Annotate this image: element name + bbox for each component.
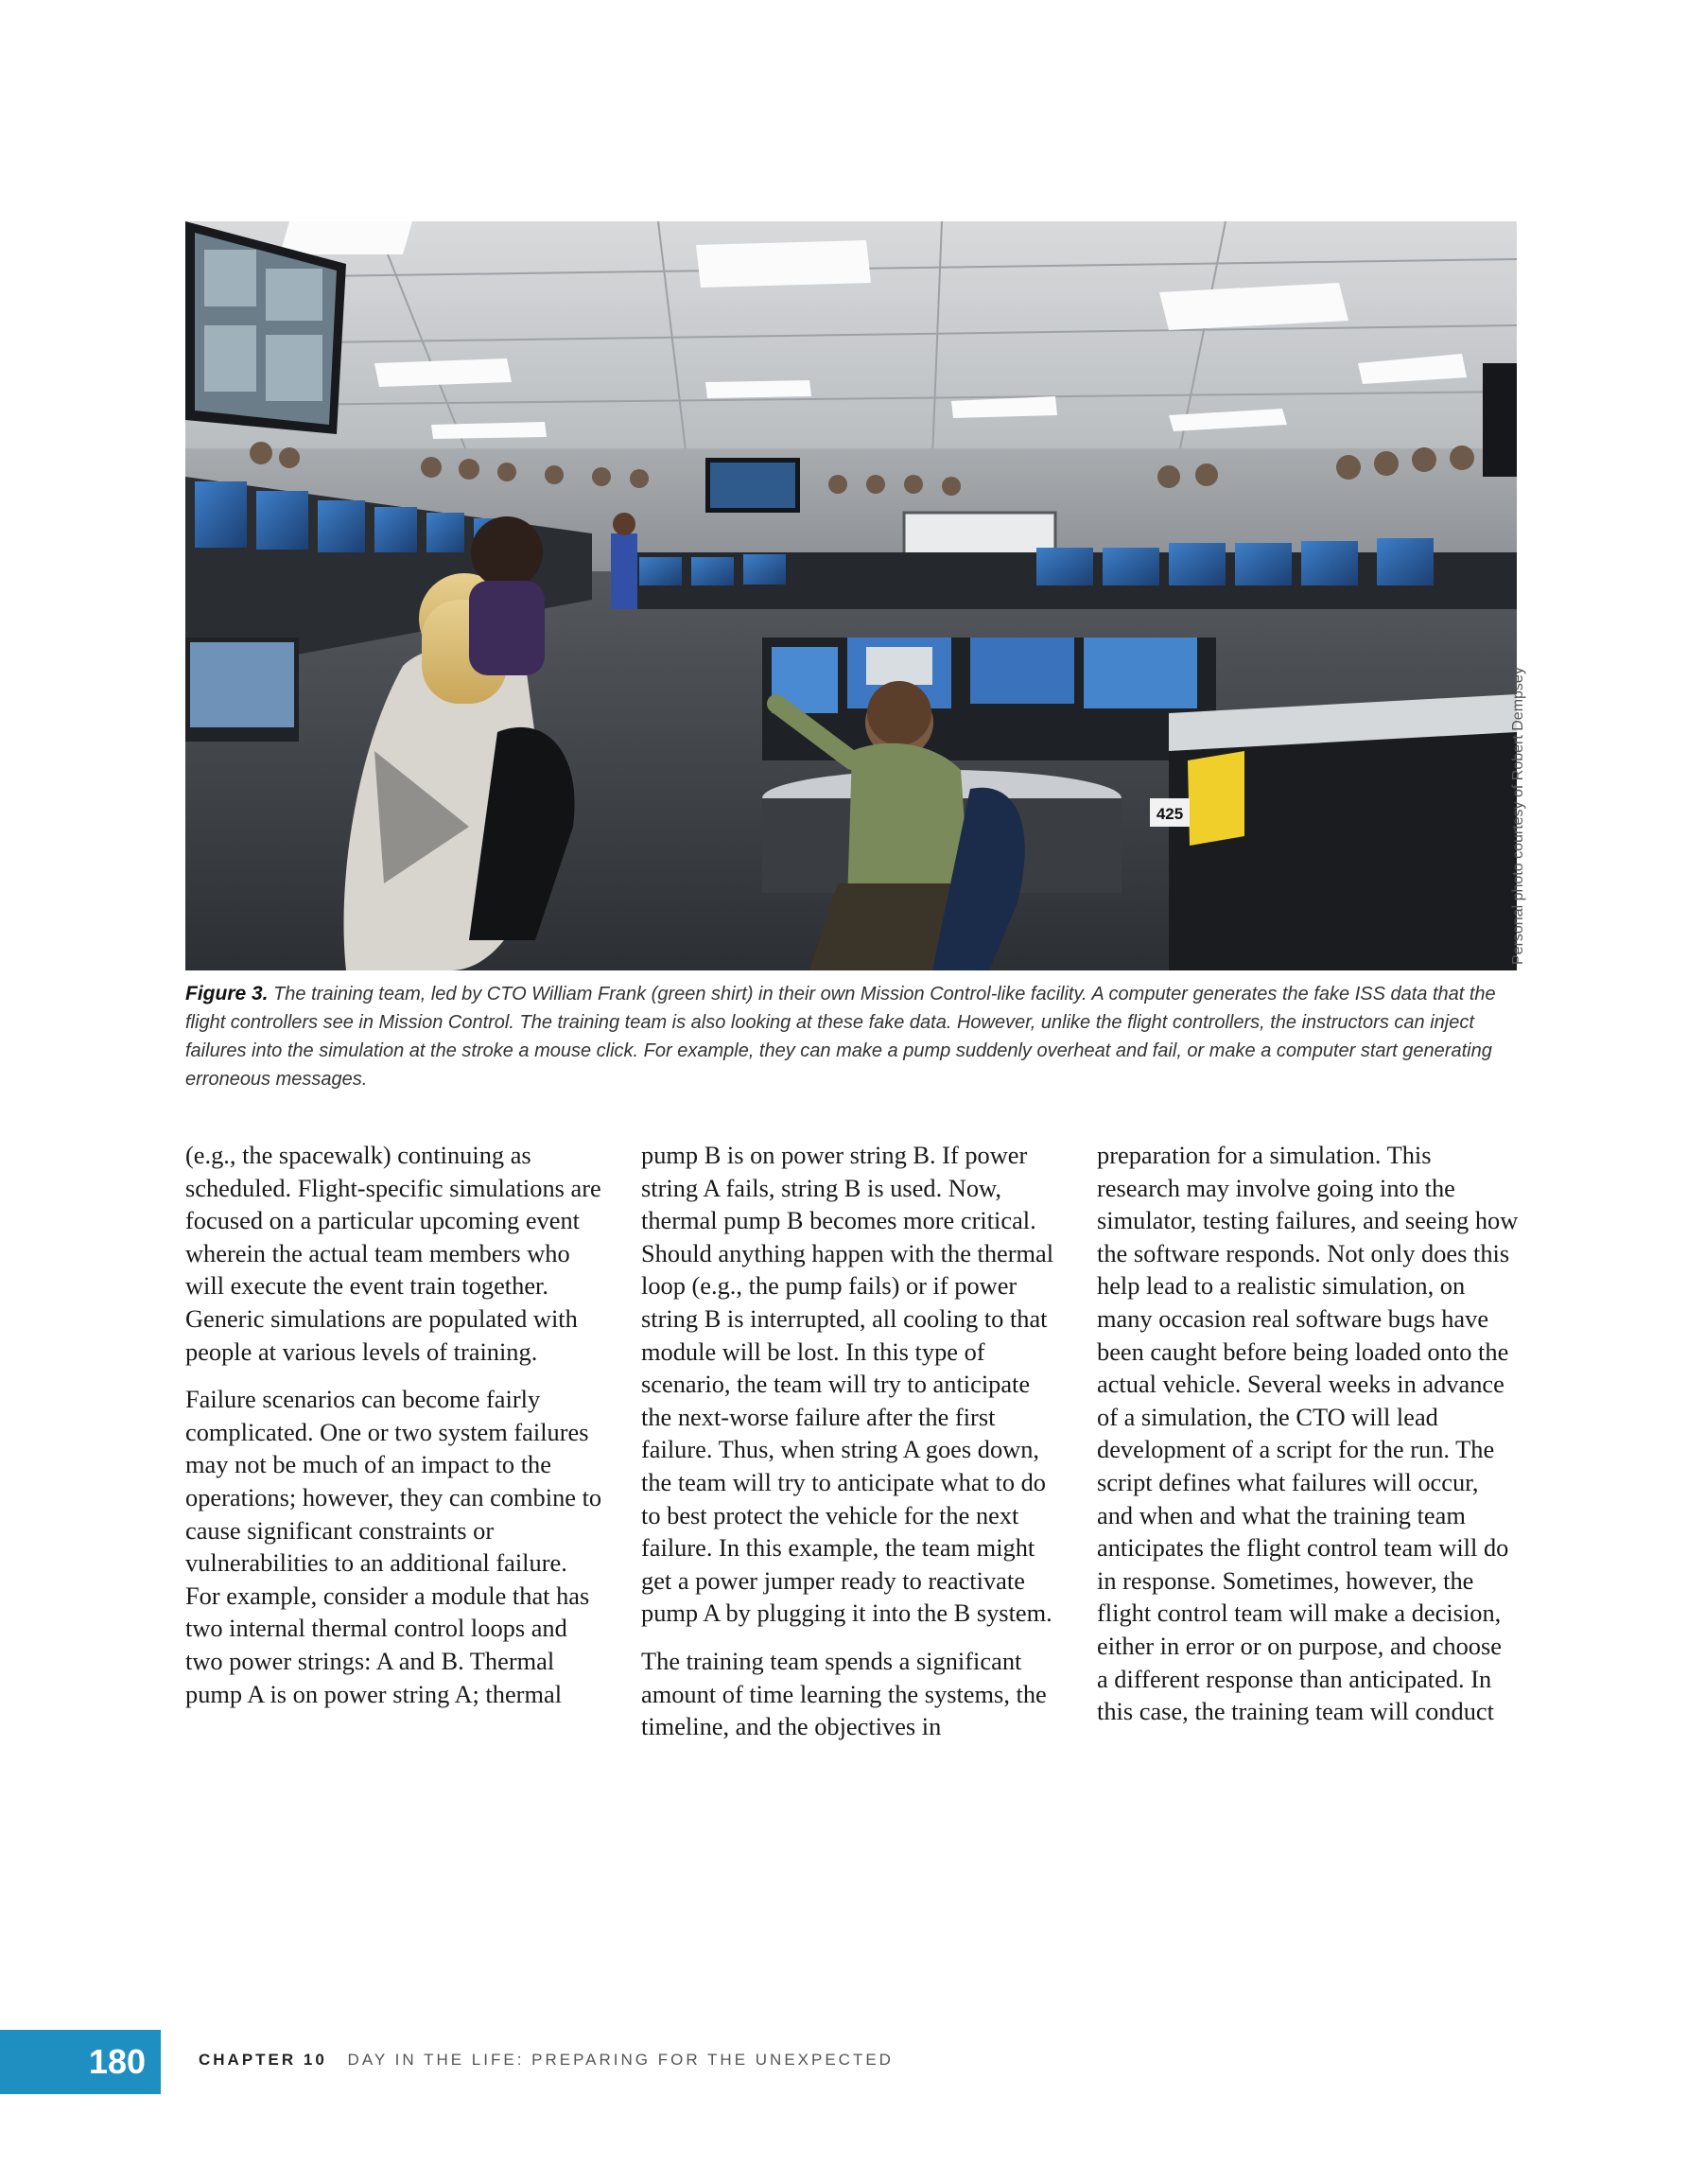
paragraph: preparation for a simulation. This research may involve going into the simulator, testing failures, and seeing how the software responds. Not only does this help lead to a realistic simulation, on many occasion real software bugs have been caught before being loaded onto the actual vehicle. Several weeks in advance of a simulation, the CTO will lead development of a script for the run. The script defines what failures will occur, and when and what the training team anticipates the flight control team will do in response. Sometimes, however, the flight control team will make a decision, either in error or on purpose, and choose a different response than anticipated. In this case, the training team will conduct [1097,1141,1519,1726]
photo-credit: Personal photo courtesy of Robert Dempsey [1510,667,1526,965]
paragraph: (e.g., the spacewalk) continuing as scheduled. Flight-specific simulations are focused on a particular upcoming event wherein the actual team members who will execute the event train together. Generic simulations are populated with people at various levels of training. [185,1141,601,1366]
running-head [199,2051,894,2070]
photo-illustration [185,221,1517,970]
mission-control-photo [185,221,1517,970]
text-column-3 [1097,1139,1519,1743]
figure-caption [185,980,1517,1093]
paragraph: Failure scenarios can become fairly complicated. One or two system failures may not be much of an impact to the operations; however, they can combine to cause significant constraints or vulnerabilities to an additional failure. For example, consider a module that has two internal thermal control loops and two power strings: A and B. Thermal pump A is on power string A; thermal [185,1385,602,1708]
text-column-2 [641,1139,1063,1758]
page-number: 180 [0,2030,161,2094]
paragraph: pump B is on power string B. If power string A fails, string B is used. Now, thermal pump B becomes more critical. Should anything happen with the thermal loop (e.g., the pump fails) or if power string B is interrupted, all cooling to that module will be lost. In this type of scenario, the team will try to anticipate the next-worse failure after the first failure. Thus, when string A goes down, the team will try to anticipate what to do to best protect the vehicle for the next failure. In this example, the team might get a power jumper ready to reactivate pump A by plugging it into the B system. [641,1141,1054,1628]
figure-caption-text: The training team, led by CTO William Frank (green shirt) in their own Mission Control-like facility. A computer generates the fake ISS data that the flight controllers see in Mission Control. The training team is also looking at these fake data. However, unlike the flight controllers, the instructors can inject failures into the simulation at the stroke a mouse click. For example, they can make a pump suddenly overheat and fail, or make a computer start generating erroneous messages. [185,984,1496,1090]
chapter-label: CHAPTER 10 [199,2051,327,2069]
console-number-label: 425 [1156,805,1184,823]
paragraph: The training team spends a significant amount of time learning the systems, the timeline, and the objectives in [641,1646,1047,1741]
chapter-title: DAY IN THE LIFE: PREPARING FOR THE UNEXPECTED [347,2051,894,2069]
figure-label: Figure 3. [185,983,269,1005]
text-column-1 [185,1139,607,1725]
